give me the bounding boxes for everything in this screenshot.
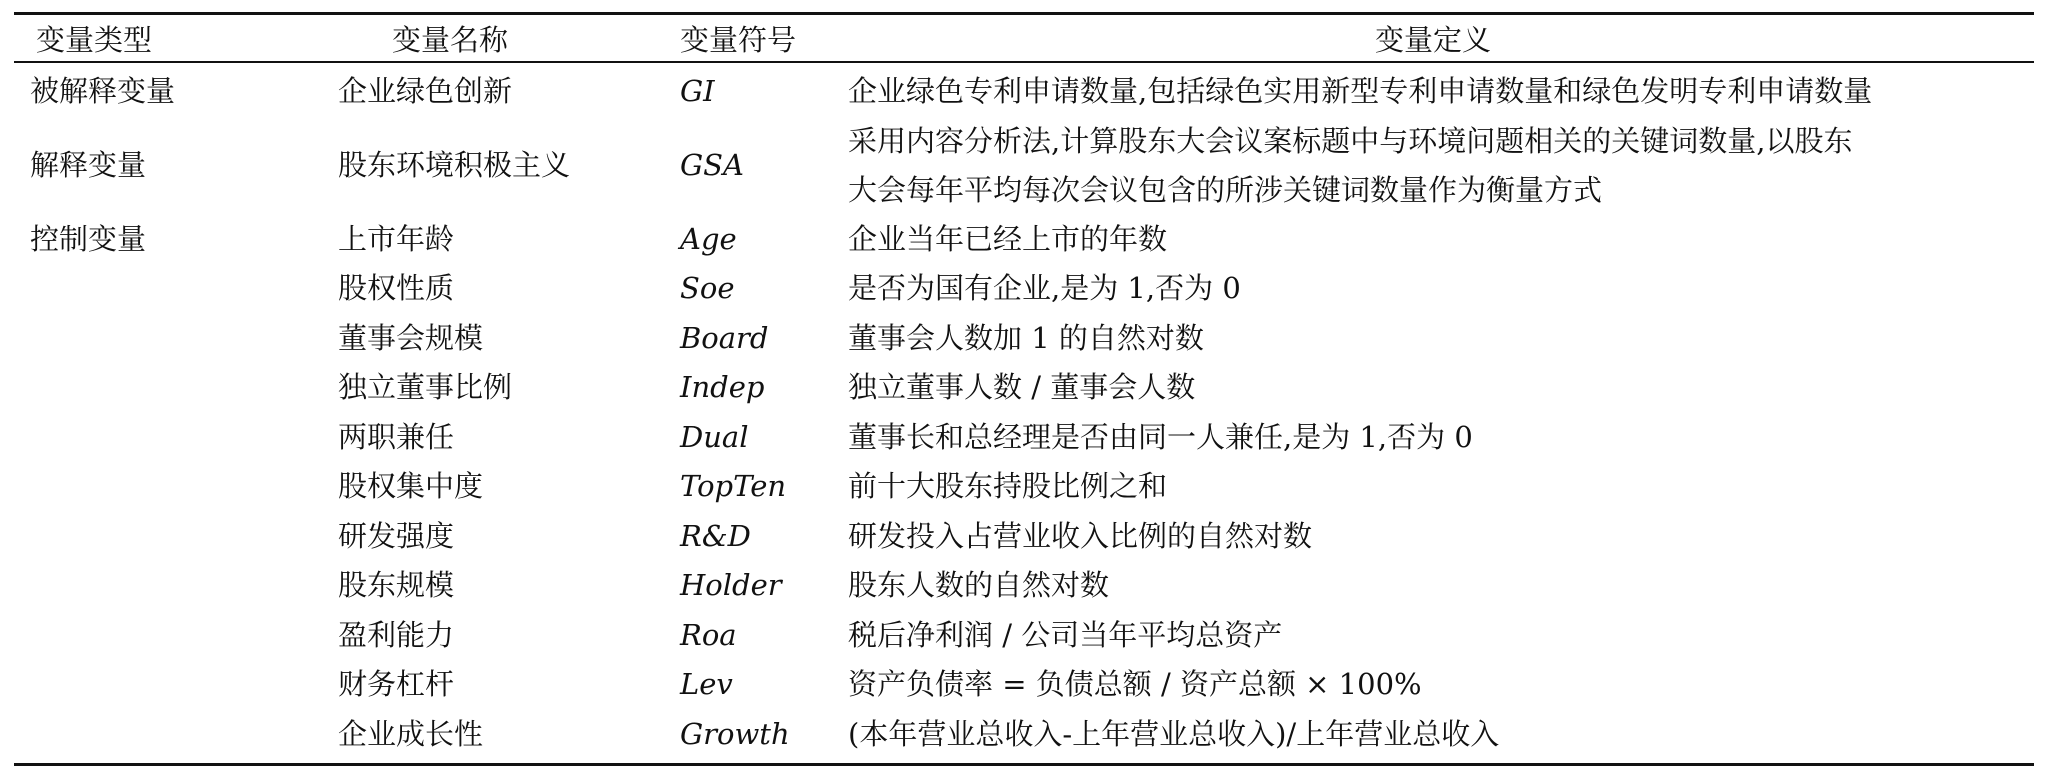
cell-name: 企业绿色创新 <box>338 74 513 109</box>
cell-type: 被解释变量 <box>30 74 176 109</box>
table-row <box>14 462 2034 512</box>
cell-symbol: GSA <box>680 148 744 182</box>
cell-type: 控制变量 <box>30 221 147 256</box>
cell-name: 独立董事比例 <box>338 370 513 405</box>
table-row <box>14 264 2034 314</box>
variable-definition-table <box>14 12 2034 766</box>
cell-definition: (本年营业总收入-上年营业总收入)/上年营业总收入 <box>848 716 1500 751</box>
cell-definition: 董事会人数加 1 的自然对数 <box>848 320 1204 355</box>
cell-symbol: Indep <box>680 370 765 405</box>
cell-symbol: R&D <box>680 518 751 553</box>
cell-definition-line-1: 采用内容分析法,计算股东大会议案标题中与环境问题相关的关键词数量,以股东 <box>848 123 1853 158</box>
cell-symbol: GI <box>680 74 715 109</box>
table-body <box>14 63 2034 763</box>
cell-definition: 是否为国有企业,是为 1,否为 0 <box>848 271 1241 306</box>
cell-symbol: Holder <box>680 568 782 603</box>
cell-definition: 独立董事人数 / 董事会人数 <box>848 370 1196 405</box>
cell-definition: 税后净利润 / 公司当年平均总资产 <box>848 617 1283 652</box>
cell-name: 上市年龄 <box>338 221 455 256</box>
cell-name: 股权集中度 <box>338 469 484 504</box>
cell-definition: 企业绿色专利申请数量,包括绿色实用新型专利申请数量和绿色发明专利申请数量 <box>848 74 1873 109</box>
cell-name: 财务杠杆 <box>338 667 455 702</box>
cell-symbol: Age <box>680 221 737 256</box>
cell-name: 盈利能力 <box>338 617 455 652</box>
cell-name: 董事会规模 <box>338 320 484 355</box>
table-row <box>14 314 2034 364</box>
table-row <box>14 215 2034 265</box>
cell-name: 研发强度 <box>338 518 455 553</box>
header-variable-type: 变量类型 <box>36 22 153 57</box>
cell-definition: 研发投入占营业收入比例的自然对数 <box>848 518 1313 553</box>
cell-symbol: TopTen <box>680 469 787 504</box>
table-row <box>14 67 2034 117</box>
cell-name: 股权性质 <box>338 271 455 306</box>
cell-symbol: Roa <box>680 617 737 652</box>
table-row <box>14 611 2034 661</box>
cell-symbol: Dual <box>680 419 749 454</box>
table-header-row <box>14 15 2034 63</box>
table-row <box>14 363 2034 413</box>
header-variable-definition: 变量定义 <box>1374 22 1491 57</box>
cell-definition: 资产负债率 = 负债总额 / 资产总额 × 100% <box>848 667 1422 702</box>
cell-name: 两职兼任 <box>338 419 455 454</box>
cell-definition <box>832 117 2034 215</box>
table-row <box>14 710 2034 760</box>
header-variable-name: 变量名称 <box>392 22 509 57</box>
table-row <box>14 117 2034 215</box>
header-variable-symbol: 变量符号 <box>680 22 797 57</box>
cell-symbol: Board <box>680 320 769 355</box>
table-row <box>14 561 2034 611</box>
cell-definition: 企业当年已经上市的年数 <box>848 221 1168 256</box>
cell-name: 股东环境积极主义 <box>338 148 571 182</box>
table-row <box>14 660 2034 710</box>
cell-symbol: Growth <box>680 716 790 751</box>
cell-type: 解释变量 <box>30 148 147 182</box>
table-row <box>14 413 2034 463</box>
cell-symbol: Lev <box>680 667 733 702</box>
cell-symbol: Soe <box>680 271 735 306</box>
cell-name: 股东规模 <box>338 568 455 603</box>
cell-definition: 前十大股东持股比例之和 <box>848 469 1168 504</box>
table-row <box>14 512 2034 562</box>
cell-definition: 股东人数的自然对数 <box>848 568 1110 603</box>
cell-definition-line-2: 大会每年平均每次会议包含的所涉关键词数量作为衡量方式 <box>848 172 1603 207</box>
cell-definition: 董事长和总经理是否由同一人兼任,是为 1,否为 0 <box>848 419 1473 454</box>
cell-name: 企业成长性 <box>338 716 484 751</box>
